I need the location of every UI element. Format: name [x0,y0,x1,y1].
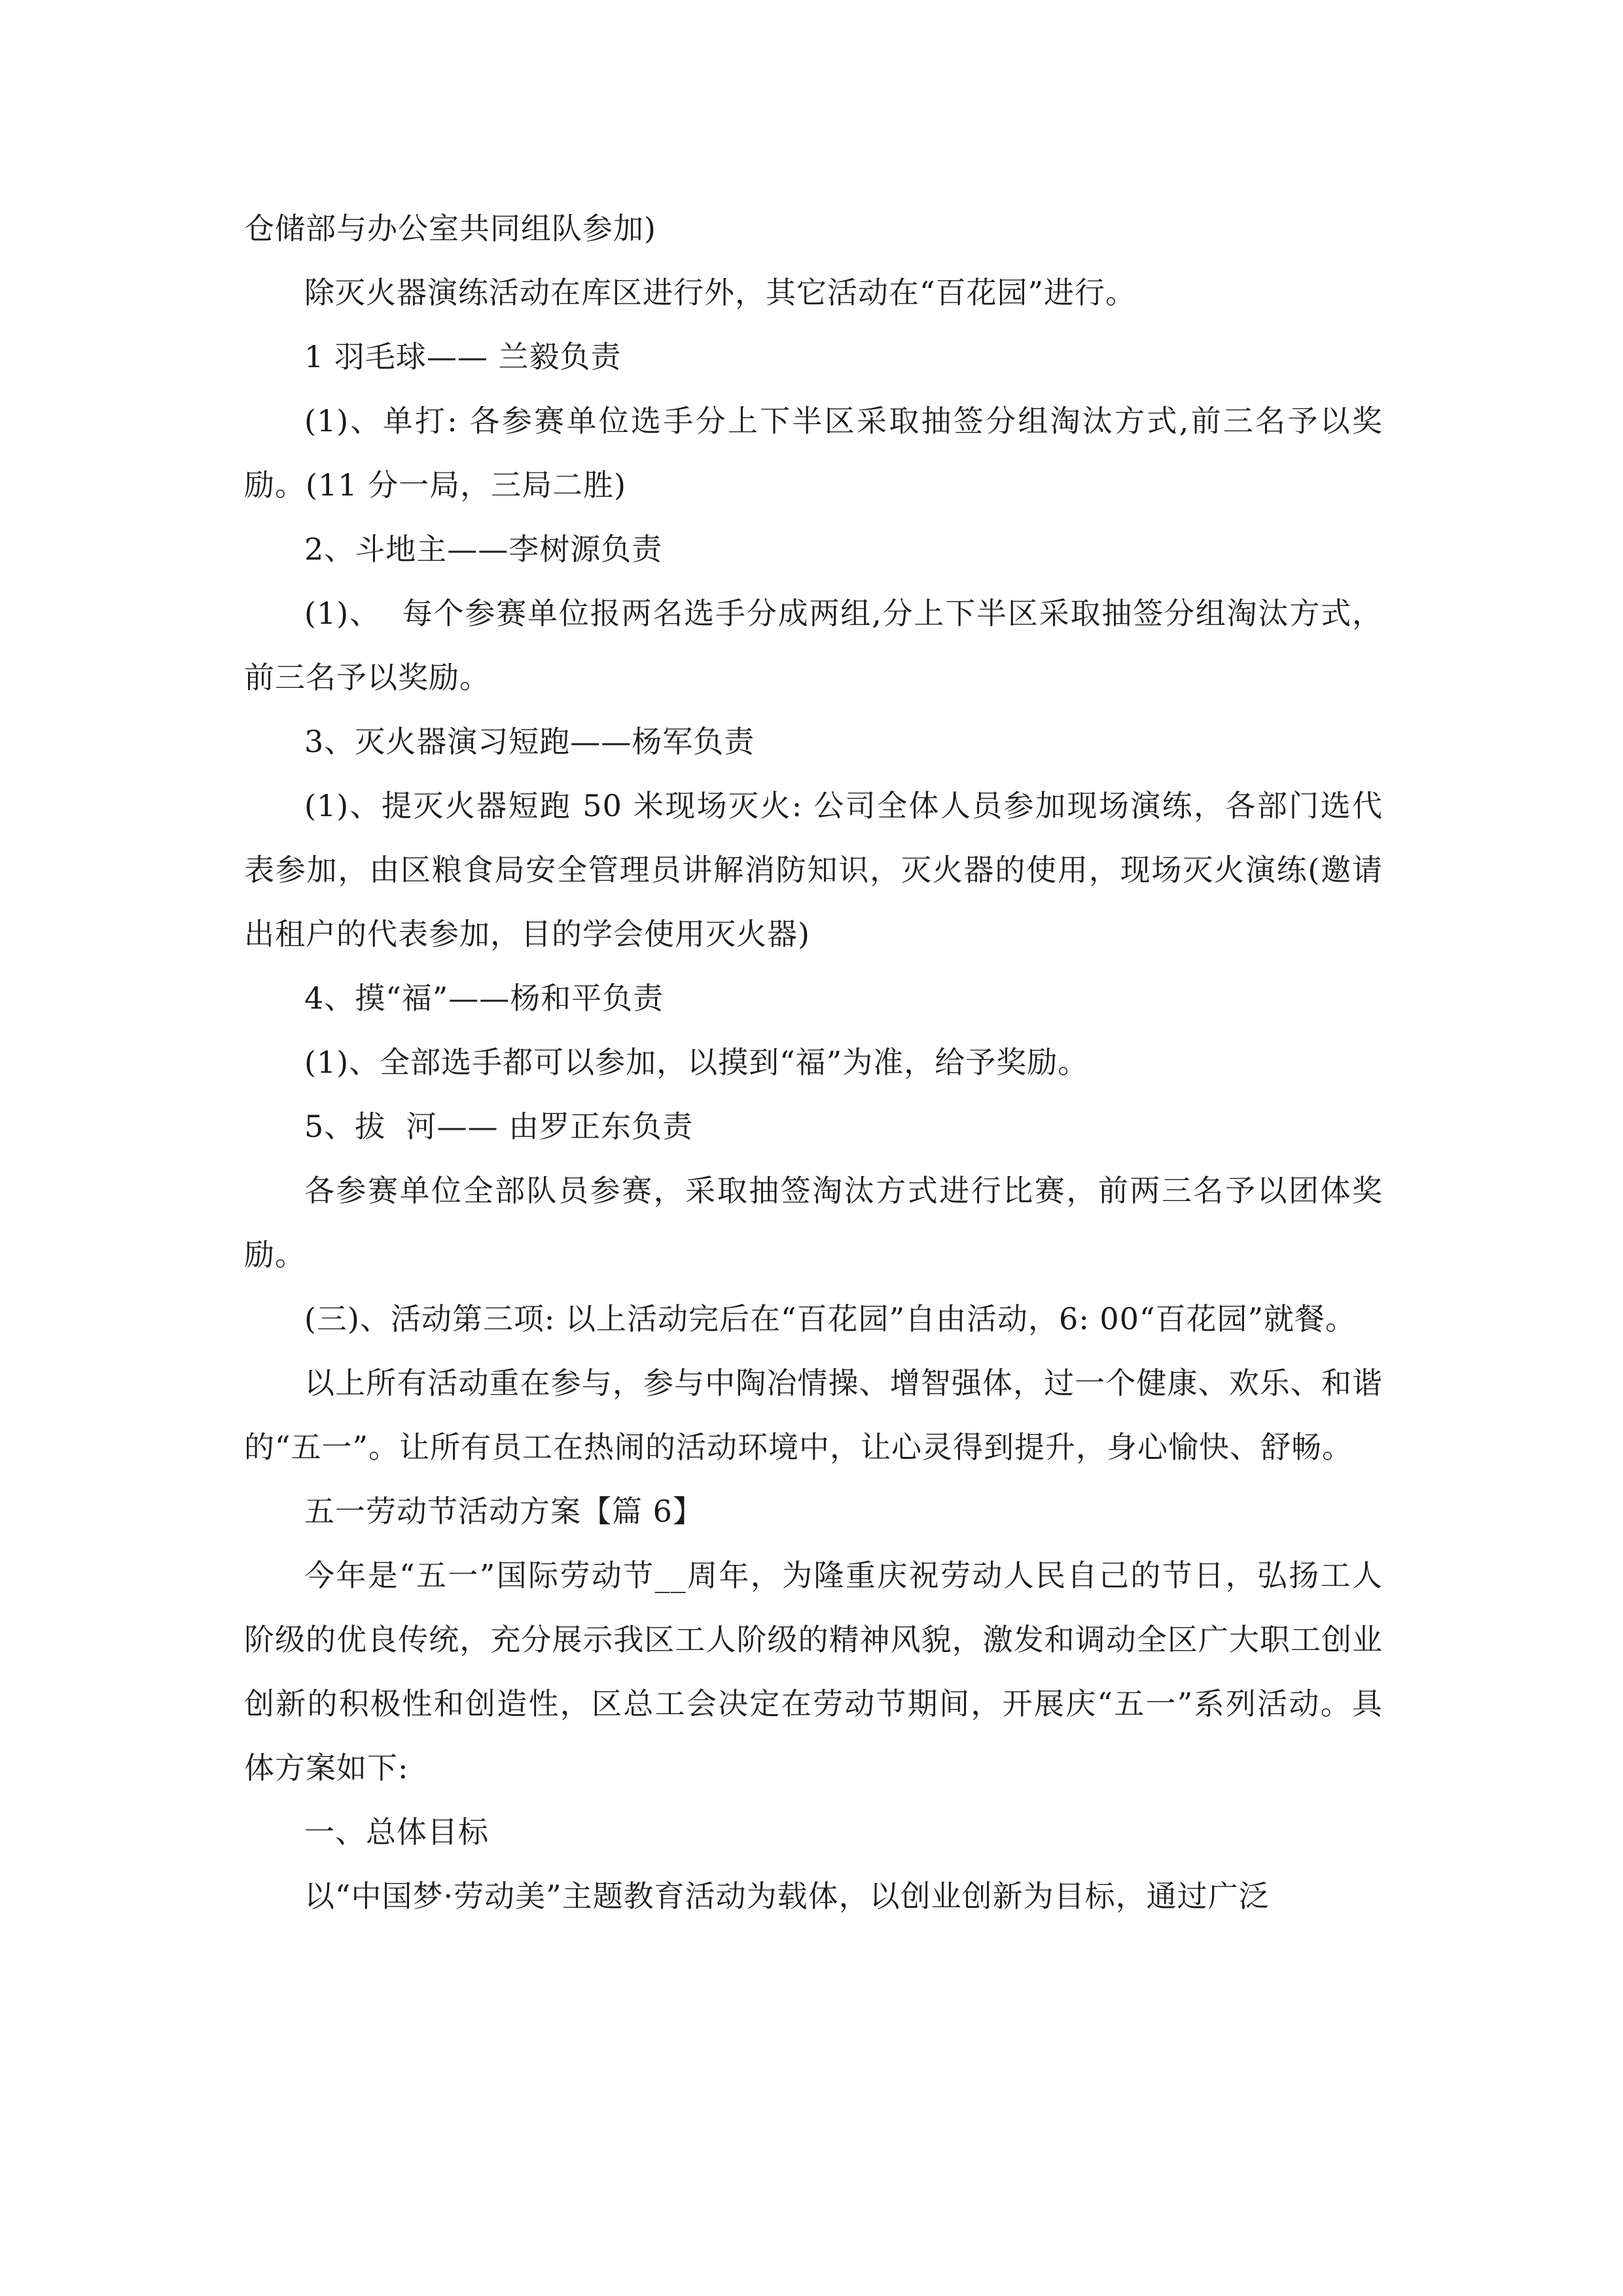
section-heading: 5、拔 河—— 由罗正东负责 [304,1109,694,1144]
paragraph: 以上所有活动重在参与，参与中陶冶情操、增智强体，过一个健康、欢乐、和谐的“五一”。让所有员工在热闹的活动环境中，让心灵得到提升，身心愉快、舒畅。 [244,1365,1383,1465]
paragraph: (1)、单打: 各参赛单位选手分上下半区采取抽签分组淘汰方式,前三名予以奖励。(11 分一局，三局二胜) [244,403,1383,503]
paragraph: 除灭火器演练活动在库区进行外，其它活动在“百花园”进行。 [304,275,1137,310]
paragraph: 仓储部与办公室共同组队参加) [244,211,656,246]
paragraph: (1)、 每个参赛单位报两名选手分成两组,分上下半区采取抽签分组淘汰方式，前三名予以奖励。 [244,596,1383,695]
paragraph: 各参赛单位全部队员参赛，采取抽签淘汰方式进行比赛，前两三名予以团体奖励。 [244,1173,1383,1272]
paragraph: 以“中国梦·劳动美”主题教育活动为载体，以创业创新为目标，通过广泛 [304,1878,1270,1914]
paragraph: 今年是“五一”国际劳动节__周年，为隆重庆祝劳动人民自己的节日，弘扬工人阶级的优良传统，充分展示我区工人阶级的精神风貌，激发和调动全区广大职工创业创新的积极性和创造性，区总工会决定在劳动节期间，开展庆“五一”系列活动。具体方案如下: [244,1558,1383,1785]
section-heading: 3、灭火器演习短跑——杨军负责 [304,724,755,759]
section-heading: 一、总体目标 [304,1814,489,1850]
paragraph: (三)、活动第三项: 以上活动完后在“百花园”自由活动，6: 00“百花园”就餐。 [304,1301,1356,1336]
paragraph: (1)、提灭火器短跑 50 米现场灭火: 公司全体人员参加现场演练，各部门选代表参加，由区粮食局安全管理员讲解消防知识，灭火器的使用，现场灭火演练(邀请出租户的代表参加，目的学会使用灭火器) [244,788,1383,952]
document-body [244,196,1383,1928]
section-heading: 2、斗地主——李树源负责 [304,531,663,567]
section-heading: 1 羽毛球—— 兰毅负责 [304,339,622,374]
section-heading: 4、摸“福”——杨和平负责 [304,980,664,1016]
article-title: 五一劳动节活动方案【篇 6】 [304,1494,704,1529]
paragraph: (1)、全部选手都可以参加，以摸到“福”为准，给予奖励。 [304,1045,1089,1080]
